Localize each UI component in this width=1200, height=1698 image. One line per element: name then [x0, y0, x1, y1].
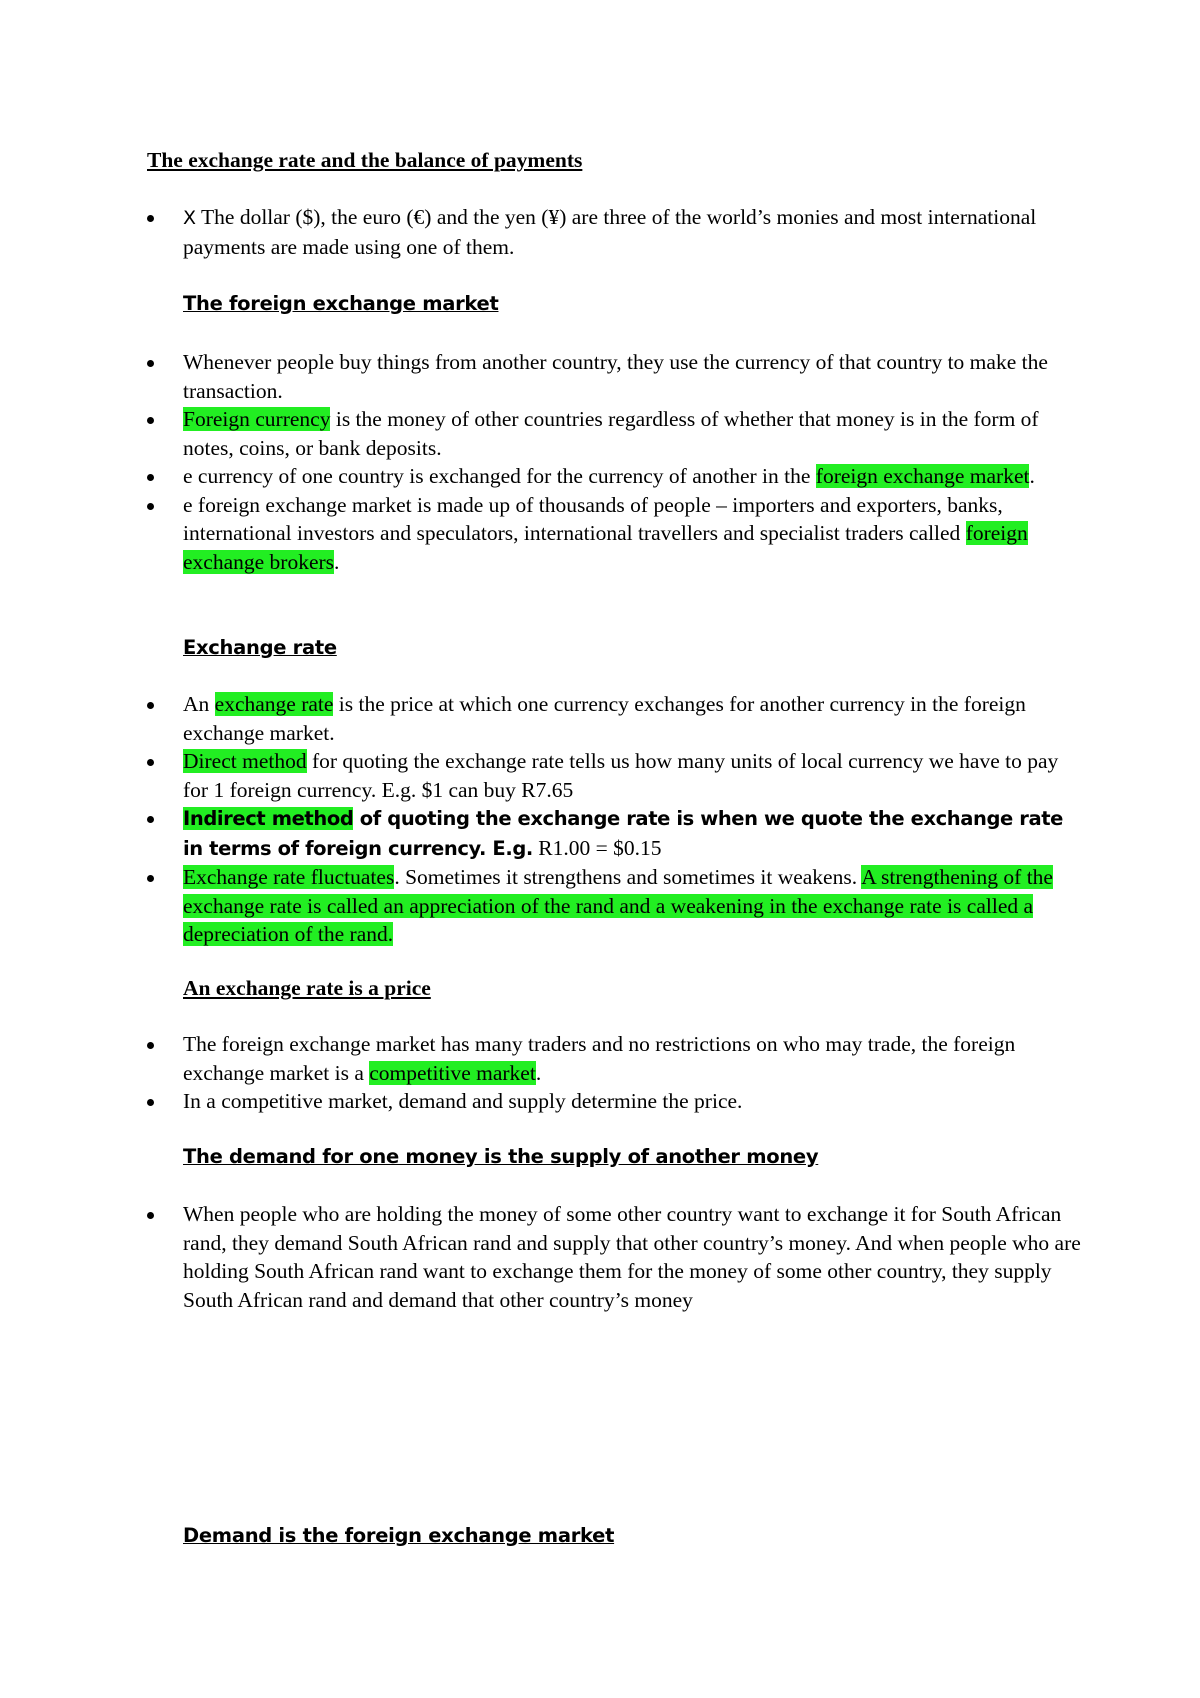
- bullet-icon: [147, 759, 154, 766]
- bullet-icon: [147, 1212, 154, 1219]
- list-item: [147, 1030, 1082, 1087]
- list-item-text: .: [535, 1060, 542, 1085]
- bullet-icon: [147, 215, 154, 222]
- list-item-text: is the money of other countries regardless of whether that money is in the form of notes, coins, or bank deposits.: [183, 407, 1039, 460]
- list-item: [147, 203, 1082, 261]
- list-item-text: .: [334, 549, 340, 574]
- list-item: [147, 405, 1082, 462]
- heading-demand-supply-money: The demand for one money is the supply of another money: [183, 1145, 819, 1168]
- list-item: [147, 491, 1082, 577]
- list-item-text: e foreign exchange market is made up of thousands of people – importers and exporters, banks, international investors and speculators, international travellers and specialist traders called: [183, 492, 1003, 545]
- bullet-icon: [147, 1099, 154, 1106]
- list-item-text: In a competitive market, demand and supply determine the price.: [183, 1089, 743, 1113]
- list-item-text: The foreign exchange market has many traders and no restrictions on who may trade, the foreign exchange market is a: [183, 1032, 1016, 1085]
- highlight-term: Direct method: [183, 749, 307, 773]
- price-list: [147, 1030, 1082, 1116]
- demand-supply-list: [147, 1200, 1082, 1314]
- heading-exchange-rate-price: An exchange rate is a price: [183, 976, 431, 1000]
- list-item-text: R1.00 = $0.15: [532, 835, 662, 860]
- highlight-term: exchange rate: [214, 692, 334, 716]
- list-item-text: . Sometimes it strengthens and sometimes it weakens.: [394, 865, 862, 889]
- list-item-text: is the price at which one currency exchanges for another currency in the foreign exchange market.: [183, 692, 1026, 745]
- highlight-sentence: A strengthening of the exchange rate is called an appreciation of the rand and a weakening in the exchange rate is called a depreciation of the rand.: [183, 865, 1053, 946]
- bullet-icon: [147, 360, 154, 367]
- list-item-text: for quoting the exchange rate tells us how many units of local currency we have to pay for 1 foreign currency. E.g. $1 can buy R7.65: [183, 749, 1059, 802]
- bullet-icon: [147, 702, 154, 709]
- bullet-icon: [147, 503, 154, 510]
- list-item: [147, 747, 1082, 804]
- bold-text: of quoting the exchange rate is when we quote the exchange rate in terms of foreign currency. E.g.: [183, 807, 1063, 860]
- x-mark: X: [183, 207, 197, 229]
- list-item-text: e currency of one country is exchanged for the currency of another in the: [183, 464, 816, 488]
- list-item-text: When people who are holding the money of some other country want to exchange it for South African rand, they demand South African rand and supply that other country’s money. And when people who are holding South African rand want to exchange them for the money of some other country, they supply South African rand and demand that other country’s money: [183, 1202, 1081, 1312]
- bullet-icon: [147, 417, 154, 424]
- highlight-term: foreign exchange brokers: [183, 521, 1028, 574]
- list-item: [147, 690, 1082, 747]
- list-item: [147, 1087, 1082, 1116]
- list-item: [147, 804, 1082, 863]
- exchange-rate-list: [147, 690, 1082, 949]
- list-item: [147, 348, 1082, 405]
- heading-foreign-exchange-market: The foreign exchange market: [183, 292, 499, 315]
- bullet-icon: [147, 875, 154, 882]
- document-title: The exchange rate and the balance of payments: [147, 148, 583, 172]
- highlight-term: competitive market: [369, 1060, 536, 1085]
- list-item-text: An: [183, 692, 215, 716]
- fx-market-list: [147, 348, 1082, 576]
- list-item: [147, 462, 1082, 491]
- highlight-term: Indirect method: [183, 807, 354, 830]
- bullet-icon: [147, 816, 154, 823]
- heading-demand-fx-market: Demand is the foreign exchange market: [183, 1524, 615, 1547]
- intro-text: The dollar ($), the euro (€) and the yen (¥) are three of the world’s monies and most international payments are made using one of them.: [183, 205, 1037, 259]
- highlight-term: Exchange rate fluctuates: [183, 865, 395, 889]
- list-item-text: Whenever people buy things from another country, they use the currency of that country to make the transaction.: [183, 350, 1048, 403]
- bullet-icon: [147, 474, 154, 481]
- highlight-term: foreign exchange market: [815, 464, 1030, 488]
- intro-list: [147, 203, 1082, 261]
- list-item: [147, 1200, 1082, 1314]
- heading-exchange-rate: Exchange rate: [183, 636, 337, 659]
- list-item: [147, 863, 1082, 949]
- highlight-term: Foreign currency: [183, 407, 331, 431]
- list-item-text: .: [1029, 464, 1035, 488]
- bullet-icon: [147, 1042, 154, 1049]
